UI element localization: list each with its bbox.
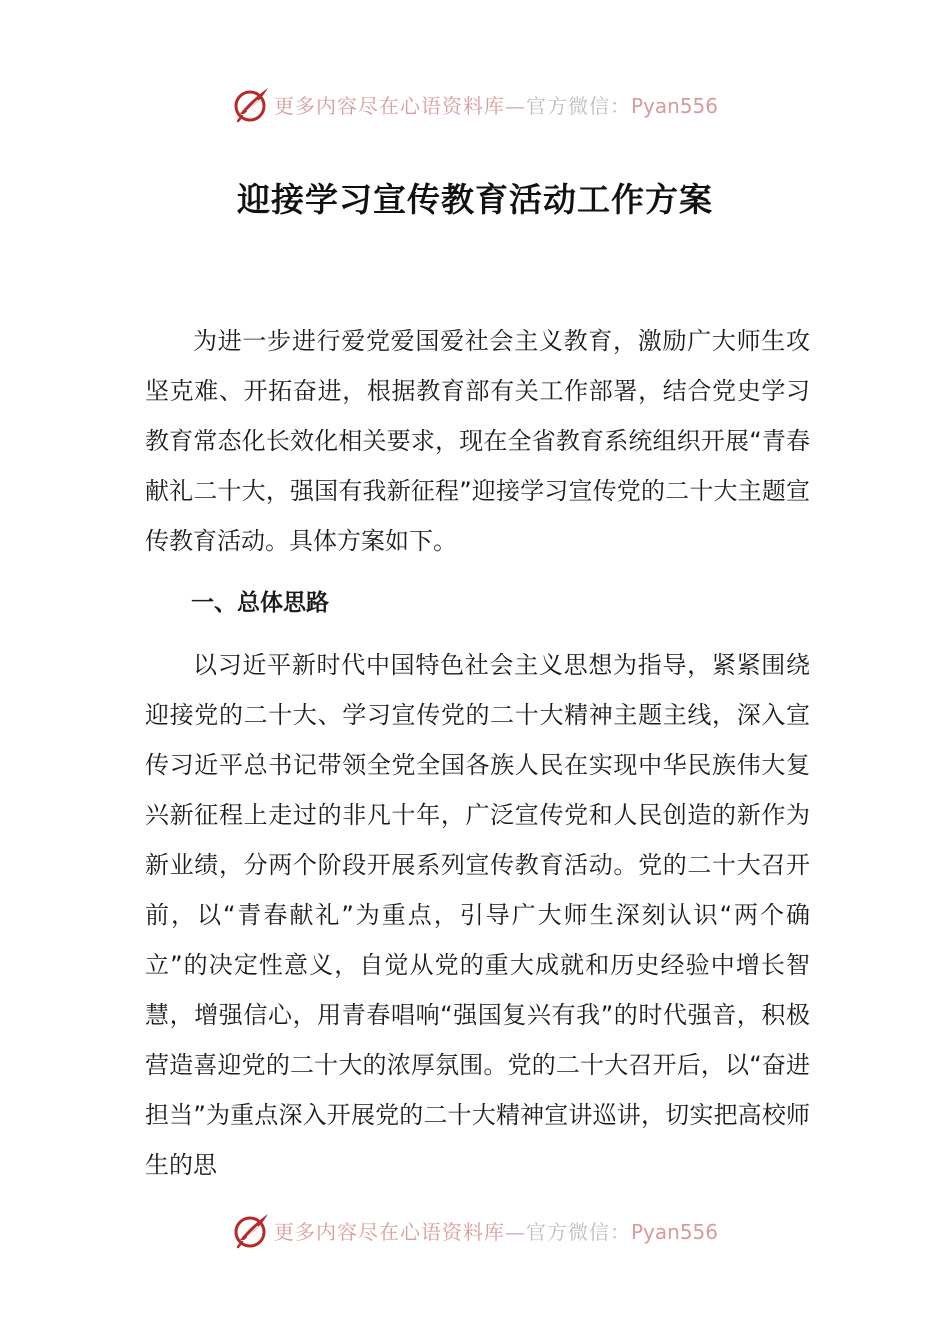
footer-watermark: [0, 1210, 950, 1250]
document-body: [145, 316, 810, 1190]
section-heading: 一、总体思路: [191, 590, 329, 616]
intro-paragraph: 为进一步进行爱党爱国爱社会主义教育，激励广大师生攻坚克难、开拓奋进，根据教育部有关工作部署，结合党史学习教育常态化长效化相关要求，现在全省教育系统组织开展“青春献礼二十大，强国有我新征程”迎接学习宣传党的二十大主题宣传教育活动。具体方案如下。: [145, 327, 810, 555]
document-title: 迎接学习宣传教育活动工作方案: [237, 180, 713, 219]
section-paragraph: 以习近平新时代中国特色社会主义思想为指导，紧紧围绕迎接党的二十大、学习宣传党的二十大精神主题主线，深入宣传习近平总书记带领全党全国各族人民在实现中华民族伟大复兴新征程上走过的非凡十年，广泛宣传党和人民创造的新作为新业绩，分两个阶段开展系列宣传教育活动。党的二十大召开前，以“青春献礼”为重点，引导广大师生深刻认识“两个确立”的决定性意义，自觉从党的重大成就和历史经验中增长智慧，增强信心，用青春唱响“强国复兴有我”的时代强音，积极营造喜迎党的二十大的浓厚氛围。党的二十大召开后，以“奋进担当”为重点深入开展党的二十大精神宣讲巡讲，切实把高校师生的思: [145, 651, 810, 1179]
quill-pen-logo-icon: [232, 1210, 272, 1250]
header-watermark: [0, 84, 950, 124]
quill-pen-logo-icon: [232, 84, 272, 124]
watermark-text: 更多内容尽在心语资料库—官方微信：Pyan556: [273, 1219, 718, 1244]
watermark-text: 更多内容尽在心语资料库—官方微信：Pyan556: [273, 93, 718, 118]
